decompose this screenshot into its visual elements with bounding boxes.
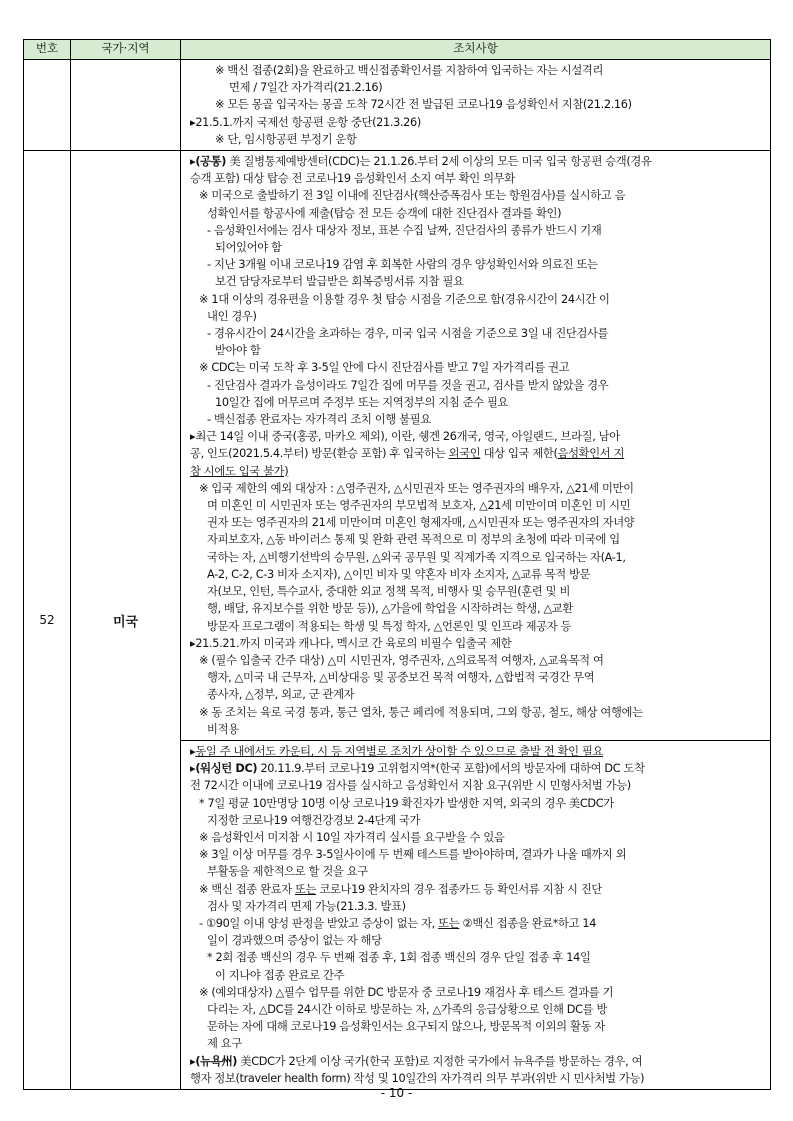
- country-cell-empty: [71, 60, 181, 151]
- text-span: 종사자, △정부, 외교, 군 관계자: [207, 688, 355, 702]
- text-line: [185, 669, 766, 686]
- text-span: 또는: [295, 882, 317, 896]
- measures-table: [23, 39, 771, 1090]
- header-measures: 조치사항: [181, 40, 771, 60]
- measures-text-block: [181, 151, 770, 740]
- text-line: [185, 704, 766, 721]
- text-span: 되어있어야 함: [215, 241, 282, 255]
- text-span: - 백신접종 완료자는 자가격리 조치 이행 불필요: [207, 413, 431, 427]
- text-line: [185, 222, 766, 239]
- text-span: 비적용: [207, 722, 239, 736]
- text-span: 권자 또는 영주권자의 21세 미만이며 미혼인 형제자매, △시민권자 또는 영주권자의 자녀양: [207, 516, 635, 530]
- text-span: 행, 배달, 유지보수를 위한 방문 등)), △가을에 학업을 시작하려는 학생, △교환: [207, 602, 573, 616]
- text-line: [185, 846, 766, 863]
- text-span: 대상 입국 제한(: [480, 447, 558, 461]
- text-span: 방문자 프로그램이 적용되는 학생 및 특정 학자, △언론인 및 인프라 제공자 등: [207, 619, 572, 633]
- text-span: - 진단검사 결과가 음성이라도 7일간 집에 머무를 것을 권고, 검사를 받지 않았을 경우: [207, 378, 609, 392]
- text-span: 공, 인도(2021.5.4.부터) 방문(환승 포함) 후 입국하는: [190, 447, 449, 461]
- text-span: 자피보호자, △동 바이러스 통제 및 완화 관련 목적으로 미 정부의 초청에 따라 미국에 입: [207, 533, 620, 547]
- text-line: [185, 949, 766, 966]
- header-number: 번호: [24, 40, 71, 60]
- text-span: ▸: [190, 762, 196, 776]
- text-span: 보건 담당자로부터 발급받은 회복증빙서류 지참 필요: [215, 275, 464, 289]
- text-line: [185, 812, 766, 829]
- text-line: [185, 377, 766, 394]
- text-line: [185, 205, 766, 222]
- text-line: [185, 514, 766, 531]
- text-span: 또는: [438, 916, 460, 930]
- text-span: ▸최근 14일 이내 중국(홍콩, 마카오 제외), 이란, 쉥겐 26개국, 영국, 아일랜드, 브라질, 남아: [190, 430, 620, 444]
- text-span: 일이 경과했으며 증상이 없는 자 해당: [207, 934, 382, 948]
- text-span: 음성확인서 지: [557, 447, 625, 461]
- text-line: [185, 1035, 766, 1052]
- text-span: ※ 음성확인서 미지참 시 10일 자가격리 실시를 요구받을 수 있음: [199, 830, 505, 844]
- text-line: [185, 777, 766, 794]
- text-line: [185, 1018, 766, 1035]
- text-line: [185, 881, 766, 898]
- text-line: [185, 1001, 766, 1018]
- text-line: [185, 480, 766, 497]
- text-span: ▸: [190, 155, 196, 169]
- text-line: [185, 829, 766, 846]
- text-line: [185, 308, 766, 325]
- measures-cell-national: [181, 151, 771, 741]
- text-span: 행자, △미국 내 근무자, △비상대응 및 공중보건 목적 여행자, △합법적 국경간 무역: [207, 671, 595, 685]
- table-row-continued: [24, 60, 771, 151]
- number-cell-empty: [24, 60, 71, 151]
- text-line: [185, 686, 766, 703]
- region-label: (워싱턴 DC): [195, 762, 258, 776]
- text-line: ※ 모든 몽골 입국자는 몽골 도착 72시간 전 발급된 코로나19 음성확인서 지참(21.2.16): [215, 98, 632, 112]
- text-line: [185, 256, 766, 273]
- text-line: 면제 / 7일간 자가격리(21.2.16): [229, 81, 383, 95]
- text-span: 며 미혼인 미 시민권자 또는 영주권자의 부모법적 보호자, △21세 미만이며 미혼인 미 시민: [207, 499, 631, 513]
- text-span: 동일 주 내에서도 카운티, 시 등 지역별로 조치가 상이할 수 있으므로 출발 전 확인 필요: [195, 744, 604, 758]
- text-span: * 7일 평균 10만명당 10명 이상 코로나19 확진자가 발생한 지역, 외국의 경우 美CDC가: [199, 796, 614, 810]
- text-span: 성확인서를 항공사에 제출(탑승 전 모든 승객에 대한 진단검사 결과를 확인): [207, 206, 562, 220]
- text-line: ▸21.5.1.까지 국제선 항공편 운항 중단(21.3.26): [190, 115, 421, 129]
- text-line: [185, 463, 766, 480]
- text-line: [185, 600, 766, 617]
- text-line: [185, 618, 766, 635]
- text-span: ▸: [190, 744, 196, 758]
- text-span: - 경유시간이 24시간을 초과하는 경우, 미국 입국 시점을 기준으로 3일 내 진단검사를: [207, 327, 609, 341]
- text-line: [185, 652, 766, 669]
- text-span: 10일간 집에 머무르며 주정부 또는 지역정부의 지침 준수 필요: [215, 395, 509, 409]
- text-span: ※ 백신 접종 완료자: [199, 882, 296, 896]
- text-span: ②백신 접종을 완료*하고 14: [459, 916, 597, 930]
- text-span: 이 지나야 접종 완료로 간주: [215, 968, 345, 982]
- text-line: [185, 445, 766, 462]
- text-span: * 2회 접종 백신의 경우 두 번째 접종 후, 1회 접종 백신의 경우 단일 접종 후 14일: [207, 951, 591, 965]
- header-country: 국가·지역: [71, 40, 181, 60]
- text-line: [185, 291, 766, 308]
- text-span: 외국인: [448, 447, 481, 461]
- text-span: 부활동을 제한적으로 할 것을 요구: [207, 865, 368, 879]
- text-line: [185, 760, 766, 777]
- text-line: [185, 984, 766, 1001]
- table-row: [24, 151, 771, 741]
- text-line: [185, 1070, 766, 1087]
- text-line: [185, 273, 766, 290]
- text-line: [185, 898, 766, 915]
- text-span: 전 72시간 이내에 코로나19 검사를 실시하고 음성확인서 지참 요구(위반 시 민형사처벌 가능): [190, 779, 631, 793]
- text-line: [185, 359, 766, 376]
- text-line: [185, 583, 766, 600]
- text-span: ※ 동 조치는 육로 국경 통과, 통근 열차, 통근 페리에 적용되며, 그외 항공, 철도, 해상 여행에는: [199, 705, 643, 719]
- text-line: [185, 394, 766, 411]
- text-line: [185, 153, 766, 170]
- text-span: - 지난 3개월 이내 코로나19 감염 후 회복한 사람의 경우 양성확인서와 의료진 또는: [207, 258, 598, 272]
- text-line: [185, 428, 766, 445]
- text-line: [185, 170, 766, 187]
- text-span: 제 요구: [207, 1037, 242, 1051]
- text-line: [185, 342, 766, 359]
- text-span: ※ 1대 이상의 경유편을 이용할 경우 첫 탑승 시점을 기준으로 함(경유시간이 24시간 이: [199, 292, 610, 306]
- text-span: ※ 3일 이상 머무를 경우 3-5일사이에 두 번째 테스트를 받아야하며, 결과가 나올 때까지 외: [199, 848, 627, 862]
- measures-text-block: [181, 60, 770, 150]
- measures-cell-state: [181, 740, 771, 1089]
- text-span: ※ (예외대상자) △필수 업무를 위한 DC 방문자 중 코로나19 재검사 후 테스트 결과를 기: [199, 985, 614, 999]
- text-line: [185, 187, 766, 204]
- text-line: [185, 411, 766, 428]
- text-span: 지정한 코로나19 여행건강경보 2-4단계 국가: [207, 813, 421, 827]
- text-span: - ①90일 이내 양성 판정을 받았고 증상이 없는 자,: [199, 916, 439, 930]
- text-span: ▸: [190, 1054, 196, 1068]
- text-span: 검사 및 자가격리 면제 가능(21.3.3. 발표): [207, 899, 406, 913]
- table-header-row: [24, 40, 771, 60]
- text-line: ※ 단, 임시항공편 부정기 운항: [215, 132, 357, 146]
- text-span: 승객 포함) 대상 탑승 전 코로나19 음성확인서 소지 여부 확인 의무화: [190, 172, 515, 186]
- text-span: 행자 정보(traveler health form) 작성 및 10일간의 자가격리 의무 부과(위반 시 민사처벌 가능): [190, 1071, 645, 1085]
- text-span: 받아야 함: [215, 344, 261, 358]
- text-line: [185, 863, 766, 880]
- text-span: 국하는 자, △비행기선박의 승무원, △외국 공무원 및 직계가족 지격으로 입국하는 자(A-1,: [207, 550, 626, 564]
- text-span: 자(보모, 인턴, 특수교사, 중대한 외교 정책 목적, 비행사 및 승무원(훈련 및 비: [207, 585, 571, 599]
- text-line: [185, 531, 766, 548]
- measures-text-block: [181, 741, 770, 1089]
- region-label: (공통): [195, 155, 227, 169]
- number-cell: 52: [24, 151, 71, 1090]
- region-label: (뉴욕州): [195, 1054, 238, 1068]
- text-span: 20.11.9.부터 코로나19 고위험지역*(한국 포함)에서의 방문자에 대하여 DC 도착: [257, 762, 645, 776]
- text-line: [185, 795, 766, 812]
- measures-cell-continued: [181, 60, 771, 151]
- text-line: [185, 915, 766, 932]
- text-span: ※ (필수 입출국 간주 대상) △미 시민권자, 영주권자, △의료목적 여행자, △교육목적 여: [199, 653, 604, 667]
- text-span: ※ 입국 제한의 예외 대상자 : △영주권자, △시민권자 또는 영주권자의 배우자, △21세 미만이: [199, 481, 634, 495]
- text-span: 美CDC가 2단계 이상 국가(한국 포함)로 지정한 국가에서 뉴욕주를 방문하는 경우, 여: [237, 1054, 643, 1068]
- text-line: [185, 549, 766, 566]
- text-line: [185, 239, 766, 256]
- text-span: A-2, C-2, C-3 비자 소지자), △이민 비자 및 약혼자 비자 소지자, △교류 목적 방문: [207, 567, 591, 581]
- text-span: 문하는 자에 대해 코로나19 음성확인서는 요구되지 않으나, 방문목적 이외의 활동 자: [207, 1020, 605, 1034]
- text-span: ※ CDC는 미국 도착 후 3-5일 안에 다시 진단검사를 받고 7일 자가격리를 권고: [199, 361, 570, 375]
- text-span: 내인 경우): [207, 309, 257, 323]
- page-number: - 10 -: [380, 1086, 413, 1100]
- text-line: [185, 325, 766, 342]
- text-span: - 음성확인서에는 검사 대상자 정보, 표본 수집 날짜, 진단검사의 종류가 반드시 기재: [207, 223, 602, 237]
- text-line: [185, 743, 766, 760]
- text-span: ※ 미국으로 출발하기 전 3일 이내에 진단검사(핵산증폭검사 또는 항원검사)를 실시하고 음: [199, 189, 626, 203]
- text-line: ※ 백신 접종(2회)을 완료하고 백신접종확인서를 지참하여 입국하는 자는 시설격리: [215, 64, 604, 77]
- text-line: [185, 1053, 766, 1070]
- text-line: [185, 566, 766, 583]
- text-line: [185, 497, 766, 514]
- text-line: [185, 932, 766, 949]
- country-cell: 미국: [71, 151, 181, 1090]
- text-line: [185, 635, 766, 652]
- text-span: 美 질병통제예방센터(CDC)는 21.1.26.부터 2세 이상의 모든 미국 입국 항공편 승객(경유: [226, 155, 652, 169]
- text-span: 다리는 자, △DC를 24시간 이하로 방문하는 자, △가족의 응급상황으로 인해 DC를 방: [207, 1002, 608, 1016]
- text-line: [185, 967, 766, 984]
- text-line: [185, 721, 766, 738]
- text-span: ▸21.5.21.까지 미국과 캐나다, 멕시코 간 육로의 비필수 입출국 제한: [190, 636, 512, 650]
- text-span: 코로나19 완치자의 경우 접종카드 등 확인서류 지참 시 진단: [316, 882, 602, 896]
- text-span: 참 시에도 입국 불가): [190, 464, 289, 478]
